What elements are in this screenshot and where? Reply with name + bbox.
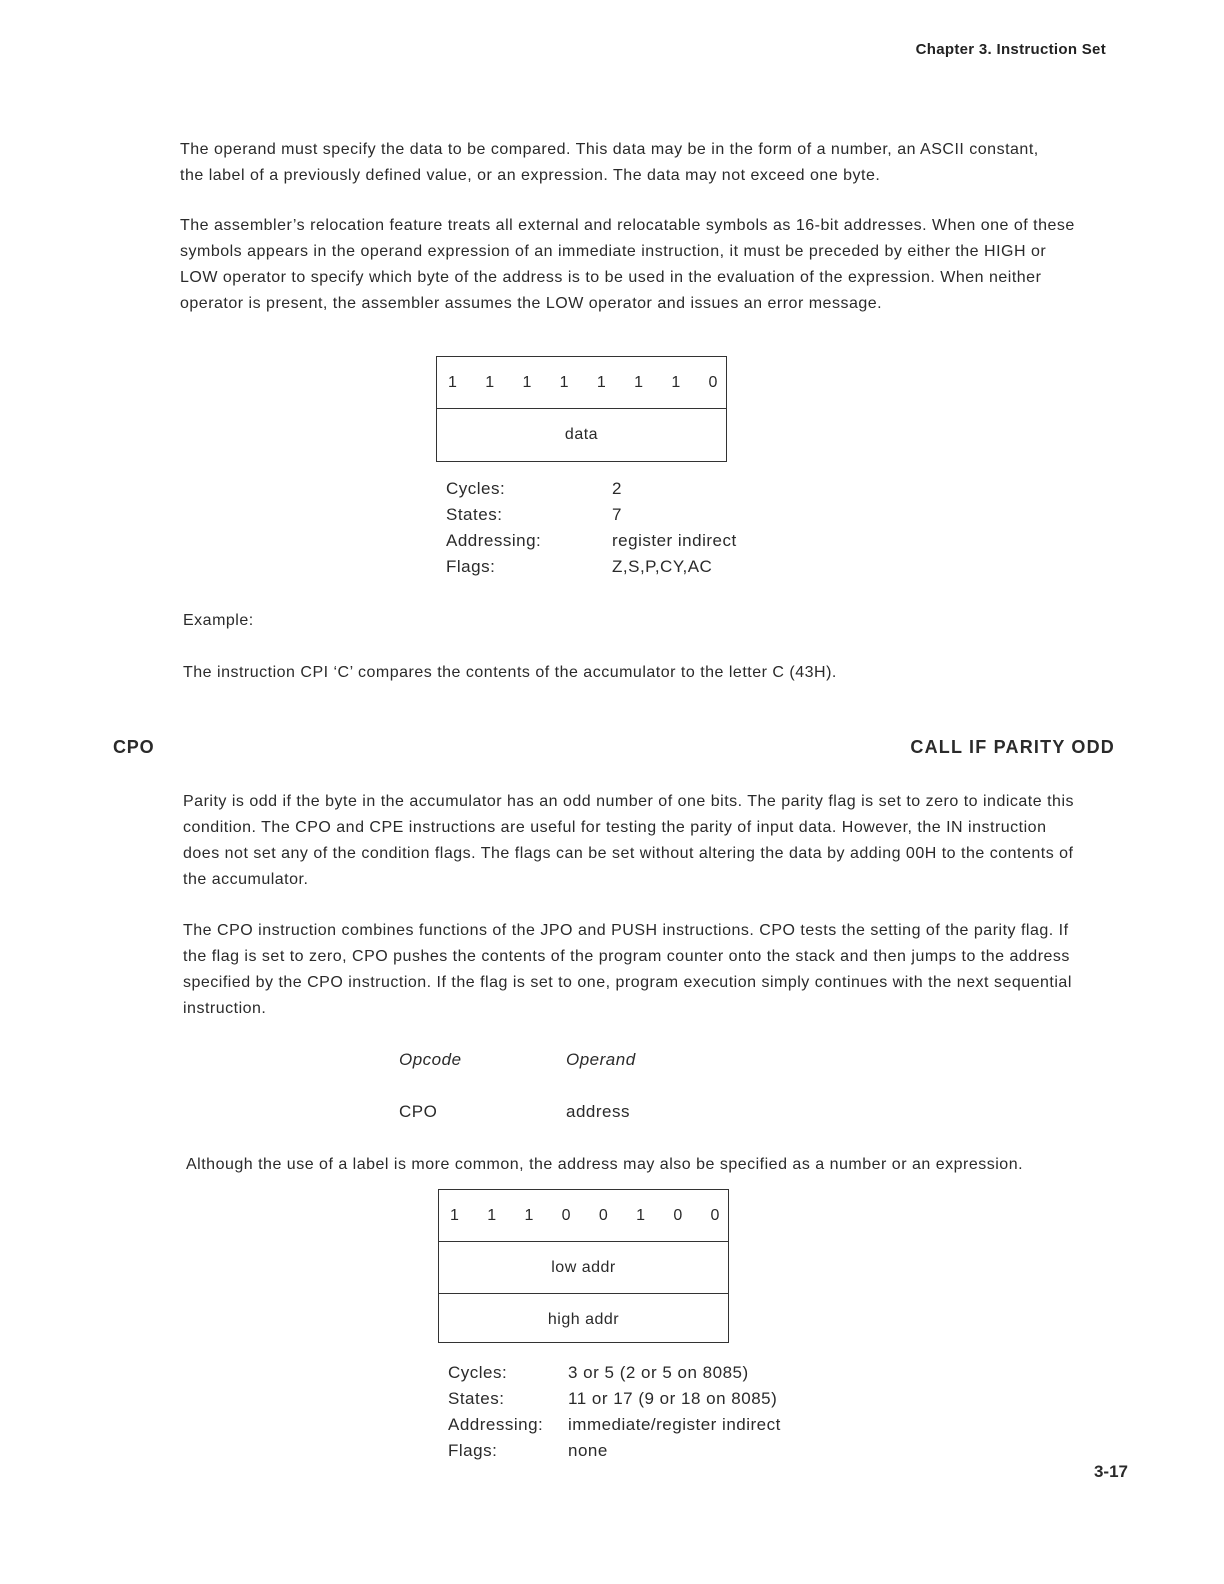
timing-value: 2 bbox=[612, 479, 622, 498]
bit-7: 1 bbox=[448, 373, 458, 391]
running-header: Chapter 3. Instruction Set bbox=[915, 41, 1106, 58]
timing-value: 11 or 17 (9 or 18 on 8085) bbox=[568, 1389, 778, 1408]
cpo-description-paragraph: The CPO instruction combines functions of the JPO and PUSH instructions. CPO tests the setting of the parity flag. If the flag is set to zero, CPO pushes the contents of the program counter onto the stack and then jumps to the address specified by the CPO instruction. If the flag is set to one, program execution simply continues with the next sequential instruction. bbox=[183, 922, 1072, 1017]
example-label: Example: bbox=[183, 612, 254, 629]
cpi-relocation-paragraph: The assembler’s relocation feature treats all external and relocatable symbols as 16-bit addresses. When one of these symbols appears in the operand expression of an immediate instruction, it must be preceded by either the HIGH or LOW operator to specify which byte of the address is to be used in the evaluation of the expression. When neither operator is present, the assembler assumes the LOW operator and issues an error message. bbox=[180, 217, 1075, 312]
bit-0: 0 bbox=[710, 1206, 720, 1224]
timing-value: immediate/register indirect bbox=[568, 1415, 781, 1434]
timing-label: Cycles: bbox=[446, 479, 506, 498]
timing-label: States: bbox=[446, 505, 503, 524]
timing-row bbox=[448, 1412, 781, 1438]
cpi-encoding-diagram bbox=[436, 356, 727, 462]
bit-1: 0 bbox=[673, 1206, 683, 1224]
timing-row bbox=[448, 1360, 781, 1386]
timing-value: register indirect bbox=[612, 531, 737, 550]
opcode-heading: Opcode bbox=[399, 1050, 462, 1069]
cpi-opcode-byte bbox=[437, 357, 726, 409]
format-value-row bbox=[399, 1099, 636, 1125]
timing-value: 3 or 5 (2 or 5 on 8085) bbox=[568, 1363, 749, 1382]
bit-4: 1 bbox=[559, 373, 570, 391]
timing-row bbox=[448, 1438, 781, 1464]
timing-label: States: bbox=[448, 1389, 505, 1408]
operand-value: address bbox=[566, 1102, 630, 1121]
cpo-timing-table bbox=[448, 1360, 781, 1464]
timing-row bbox=[446, 476, 737, 502]
cpo-low-addr-byte: low addr bbox=[439, 1242, 728, 1294]
bit-1: 1 bbox=[671, 373, 681, 391]
bit-3: 0 bbox=[598, 1206, 609, 1224]
timing-row bbox=[446, 528, 737, 554]
bit-6: 1 bbox=[485, 373, 495, 391]
cpo-parity-paragraph: Parity is odd if the byte in the accumulator has an odd number of one bits. The parity flag is set to zero to indicate this condition. The CPO and CPE instructions are useful for testing the parity of input data. However, the IN instruction does not set any of the condition flags. The flags can be set without altering the data by adding 00H to the contents of the accumulator. bbox=[183, 793, 1074, 888]
bit-4: 0 bbox=[561, 1206, 572, 1224]
bit-3: 1 bbox=[596, 373, 607, 391]
cpo-opcode-byte bbox=[439, 1190, 728, 1242]
timing-label: Addressing: bbox=[448, 1415, 544, 1434]
section-mnemonic: CPO bbox=[113, 737, 155, 757]
timing-row bbox=[446, 554, 737, 580]
timing-row bbox=[448, 1386, 781, 1412]
cpo-encoding-diagram bbox=[438, 1189, 729, 1343]
bit-7: 1 bbox=[450, 1206, 460, 1224]
bit-5: 1 bbox=[524, 1206, 534, 1224]
bit-0: 0 bbox=[708, 373, 718, 391]
bit-2: 1 bbox=[634, 373, 644, 391]
timing-row bbox=[446, 502, 737, 528]
bit-5: 1 bbox=[522, 373, 532, 391]
timing-value: 7 bbox=[612, 505, 622, 524]
cpi-operand-paragraph: The operand must specify the data to be compared. This data may be in the form of a number, an ASCII constant, the label of a previously defined value, or an expression. The data may not exceed one byte. bbox=[180, 141, 1039, 184]
bit-2: 1 bbox=[636, 1206, 646, 1224]
example-text: The instruction CPI ‘C’ compares the contents of the accumulator to the letter C (43H). bbox=[183, 664, 837, 681]
page-number: 3-17 bbox=[1093, 1462, 1128, 1481]
format-heading-row bbox=[399, 1047, 636, 1073]
timing-value: Z,S,P,CY,AC bbox=[612, 557, 713, 576]
operand-heading: Operand bbox=[566, 1050, 636, 1069]
bit-6: 1 bbox=[487, 1206, 497, 1224]
cpo-high-addr-byte: high addr bbox=[547, 1311, 620, 1328]
cpi-timing-table bbox=[446, 476, 737, 580]
timing-label: Addressing: bbox=[446, 531, 542, 550]
timing-value: none bbox=[568, 1441, 608, 1460]
opcode-value: CPO bbox=[399, 1102, 438, 1121]
timing-label: Flags: bbox=[448, 1441, 498, 1460]
cpi-data-byte: data bbox=[564, 426, 599, 443]
timing-label: Cycles: bbox=[448, 1363, 508, 1382]
section-title: CALL IF PARITY ODD bbox=[910, 737, 1115, 757]
cpo-label-note: Although the use of a label is more common, the address may also be specified as a number or an expression. bbox=[186, 1156, 1024, 1173]
cpo-format-table bbox=[399, 1047, 636, 1125]
timing-label: Flags: bbox=[446, 557, 496, 576]
